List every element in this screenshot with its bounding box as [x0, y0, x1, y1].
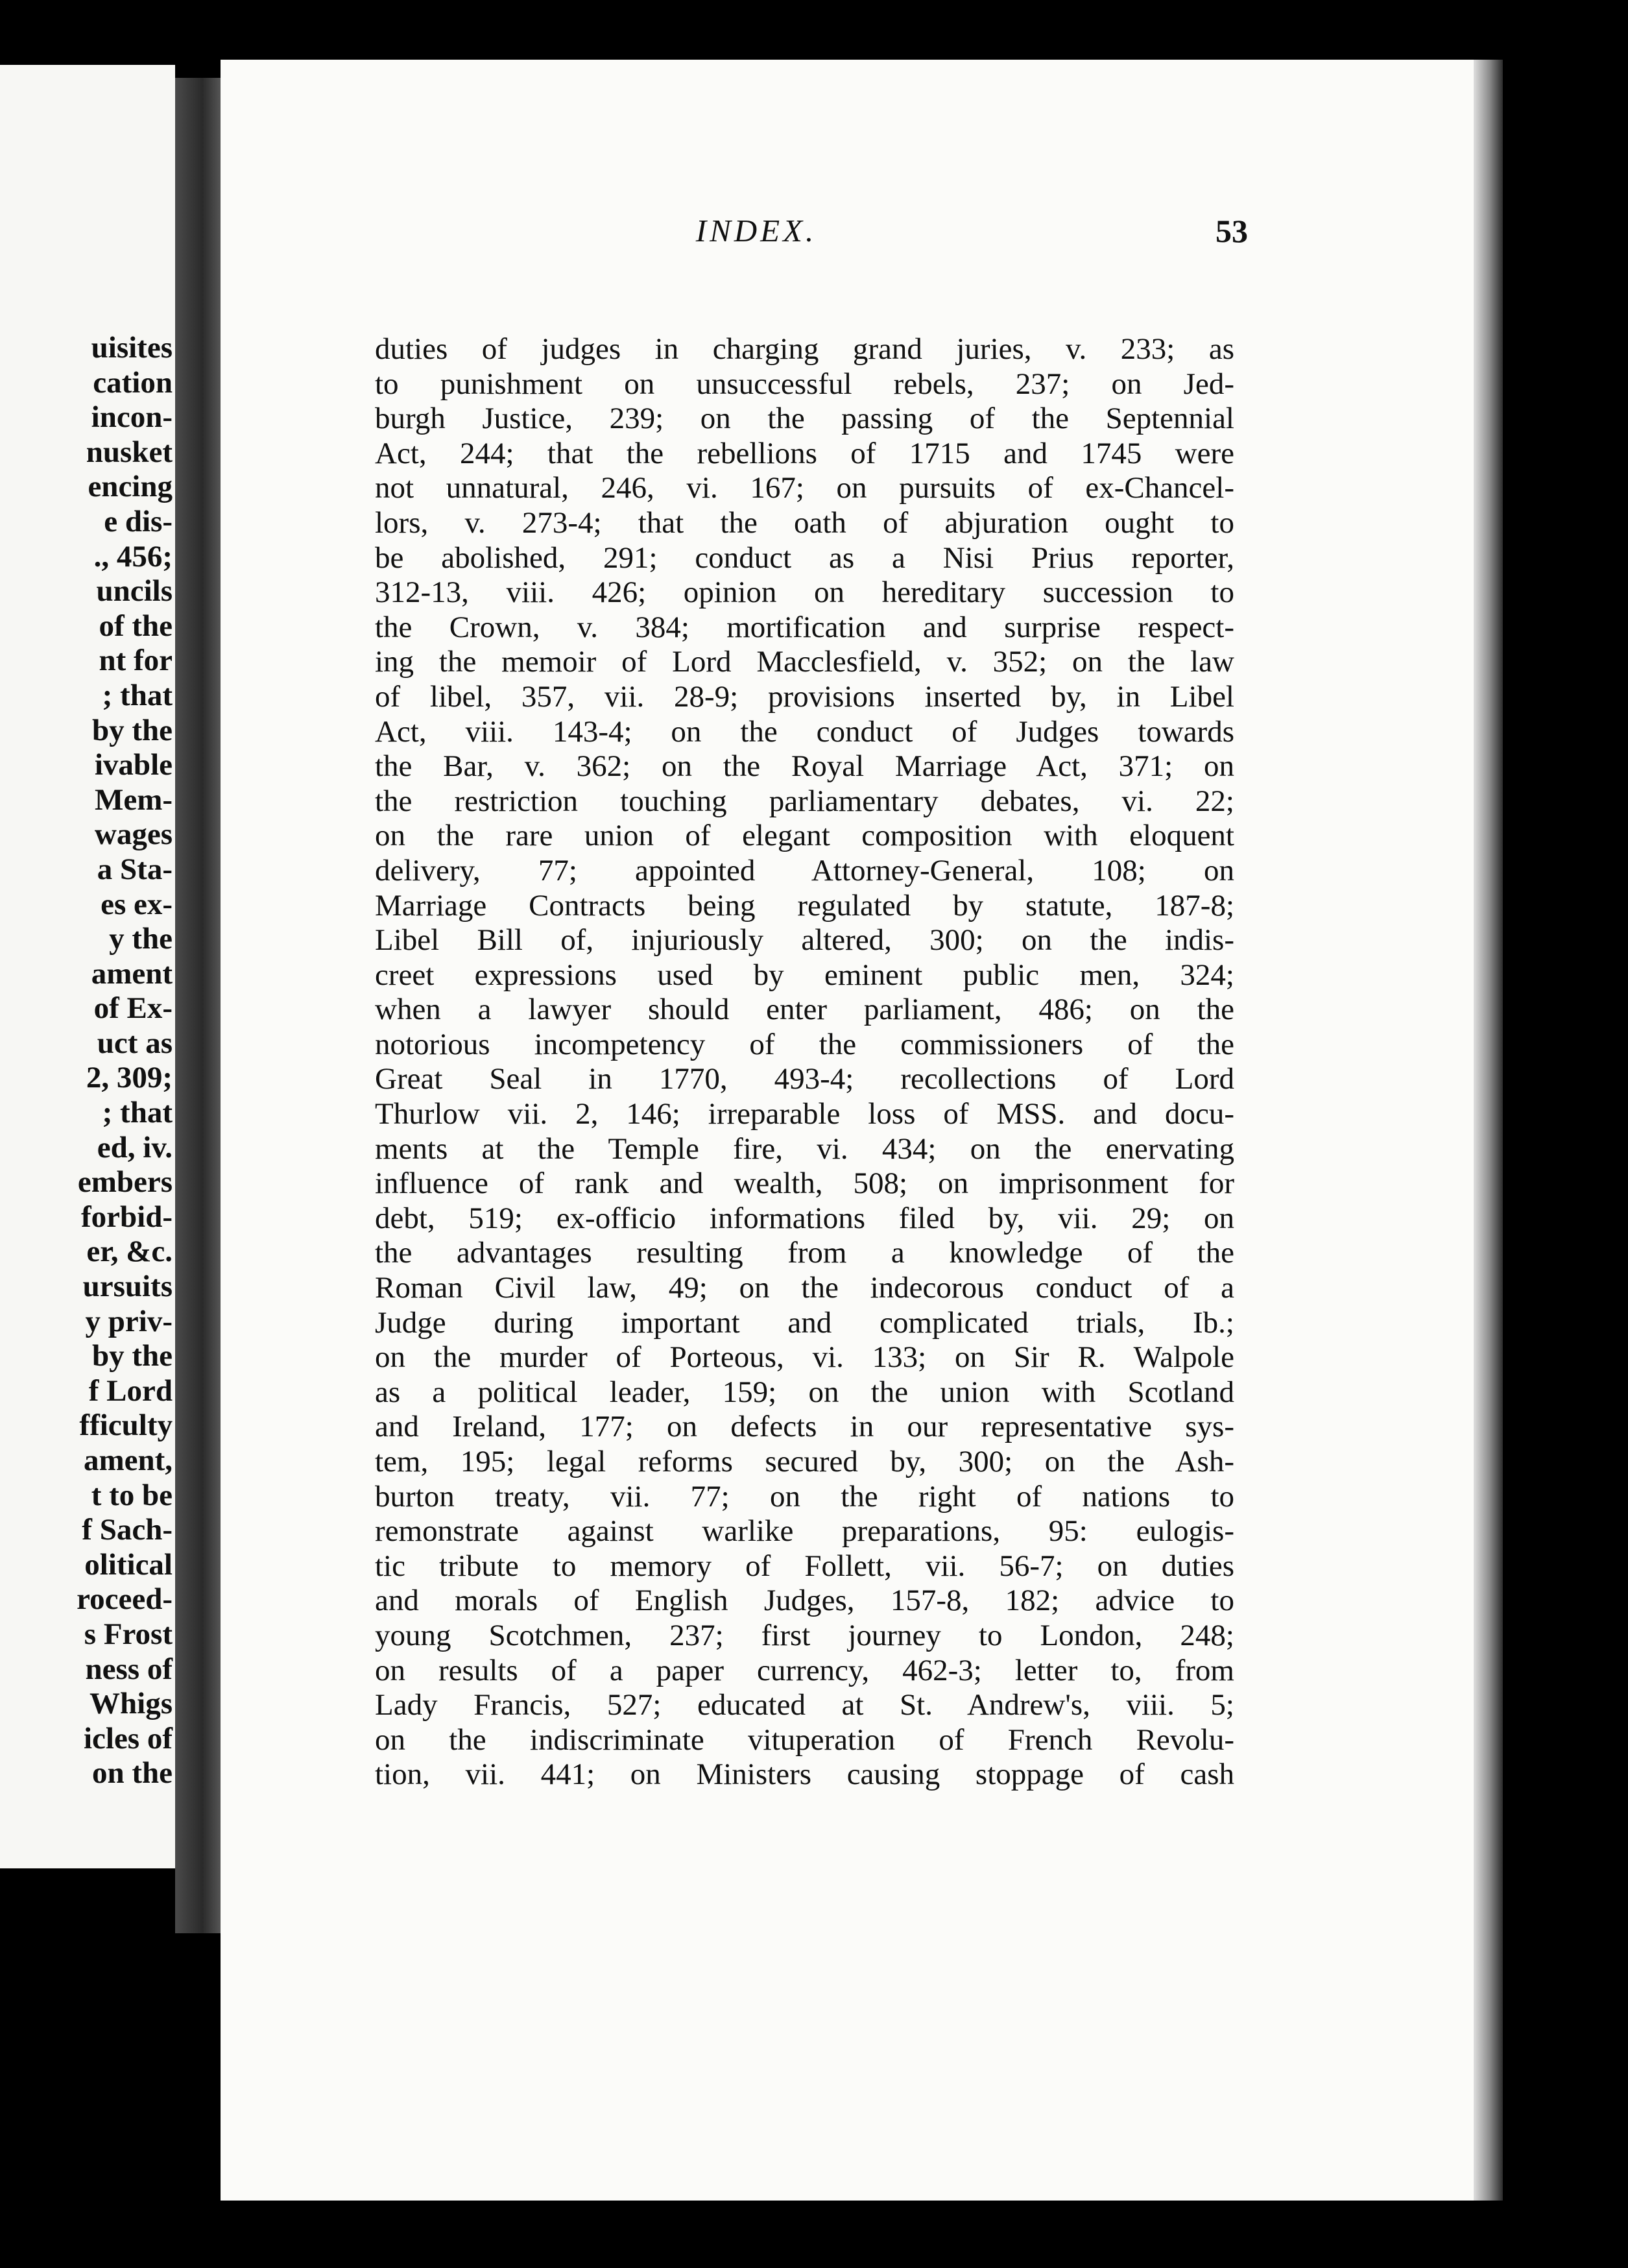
- facing-page-line: Mem-: [94, 782, 173, 817]
- text-line: lors, v. 273-4; that the oath of abjuration ought to: [375, 505, 1234, 540]
- text-line: on the murder of Porteous, vi. 133; on Sir R. Walpole: [375, 1340, 1234, 1375]
- text-line: debt, 519; ex-officio informations filed by, vii. 29; on: [375, 1201, 1234, 1235]
- text-line: burgh Justice, 239; on the passing of the Septennial: [375, 402, 1234, 436]
- facing-page-line: wages: [94, 817, 173, 852]
- facing-page-line: Whigs: [90, 1687, 173, 1721]
- facing-page-line: by the: [91, 1339, 173, 1373]
- text-line: to punishment on unsuccessful rebels, 237; on Jed-: [375, 367, 1234, 401]
- facing-page-line: 2, 309;: [86, 1061, 173, 1095]
- text-line: tem, 195; legal reforms secured by, 300; on the Ash-: [375, 1445, 1234, 1478]
- text-line: ments at the Temple fire, vi. 434; on the enervating: [375, 1131, 1234, 1166]
- text-line: tic tribute to memory of Follett, vii. 56-7; on duties: [375, 1549, 1234, 1583]
- text-line: young Scotchmen, 237; first journey to London, 248;: [375, 1618, 1234, 1652]
- facing-page-line: forbid-: [81, 1200, 173, 1234]
- facing-page-line: uncils: [96, 574, 173, 609]
- facing-page-line: embers: [77, 1165, 173, 1200]
- text-line: the restriction touching parliamentary debates, vi. 22;: [375, 784, 1234, 818]
- text-line: be abolished, 291; conduct as a Nisi Prius reporter,: [375, 540, 1234, 575]
- text-line: tion, vii. 441; on Ministers causing stoppage of cash: [375, 1757, 1234, 1792]
- text-line: Marriage Contracts being regulated by statute, 187-8;: [375, 888, 1234, 923]
- facing-page-line: ness of: [85, 1652, 173, 1686]
- text-line: duties of judges in charging grand juries, v. 233; as: [375, 332, 1234, 366]
- facing-page-line: ament: [91, 956, 173, 991]
- text-line: Act, 244; that the rebellions of 1715 and 1745 were: [375, 436, 1234, 470]
- page-edge: [1474, 60, 1503, 2201]
- text-line: and morals of English Judges, 157-8, 182; advice to: [375, 1584, 1234, 1618]
- facing-page-line: of the: [99, 609, 173, 643]
- text-line: Lady Francis, 527; educated at St. Andrew's, viii. 5;: [375, 1688, 1234, 1722]
- facing-page-line: olitical: [84, 1547, 173, 1582]
- facing-page-line: ed, iv.: [97, 1130, 173, 1164]
- facing-page-line: icles of: [83, 1721, 173, 1755]
- text-line: Libel Bill of, injuriously altered, 300; on the indis-: [375, 923, 1234, 958]
- facing-page-line: ; that: [102, 1096, 173, 1130]
- text-line: notorious incompetency of the commissioners of the: [375, 1027, 1234, 1061]
- text-line: not unnatural, 246, vi. 167; on pursuits of ex-Chancel-: [375, 471, 1234, 505]
- facing-page-line: ; that: [102, 678, 173, 712]
- facing-page-line: t to be: [91, 1478, 173, 1512]
- text-line: on results of a paper currency, 462-3; letter to, from: [375, 1653, 1234, 1687]
- text-line: influence of rank and wealth, 508; on imprisonment for: [375, 1166, 1234, 1201]
- page-header: [265, 212, 1248, 264]
- facing-page-line: ursuits: [82, 1270, 173, 1304]
- text-line: as a political leader, 159; on the union with Scotland: [375, 1375, 1234, 1409]
- facing-page-line: fficulty: [79, 1408, 173, 1443]
- text-line: of libel, 357, vii. 28-9; provisions inserted by, in Libel: [375, 679, 1234, 714]
- facing-page-line: f Lord: [88, 1373, 173, 1408]
- text-line: burton treaty, vii. 77; on the right of nations to: [375, 1479, 1234, 1514]
- facing-page-line: nusket: [86, 435, 173, 469]
- facing-page-line: s Frost: [84, 1617, 173, 1651]
- facing-page-line: ament,: [83, 1443, 173, 1477]
- facing-page-line: e dis-: [104, 504, 173, 538]
- book-gutter: [175, 78, 221, 1933]
- facing-page-line: ivable: [94, 748, 173, 782]
- facing-page-line: es ex-: [101, 887, 173, 921]
- text-line: the advantages resulting from a knowledge of the: [375, 1236, 1234, 1270]
- text-line: Roman Civil law, 49; on the indecorous conduct of a: [375, 1271, 1234, 1305]
- facing-page-line: cation: [93, 365, 173, 400]
- facing-page-line: y the: [109, 922, 173, 956]
- index-text-block: [375, 332, 1234, 1792]
- text-line: on the indiscriminate vituperation of French Revolu-: [375, 1722, 1234, 1757]
- text-line: delivery, 77; appointed Attorney-General, 108; on: [375, 853, 1234, 887]
- facing-page-line: ., 456;: [93, 539, 173, 573]
- text-line: the Bar, v. 362; on the Royal Marriage Act, 371; on: [375, 749, 1234, 784]
- facing-page-text: [77, 331, 173, 1791]
- facing-page-line: roceed-: [77, 1582, 173, 1617]
- text-line: when a lawyer should enter parliament, 486; on the: [375, 993, 1234, 1027]
- text-line: Judge during important and complicated trials, Ib.;: [375, 1305, 1234, 1340]
- text-line: and Ireland, 177; on defects in our representative sys-: [375, 1410, 1234, 1444]
- text-line: on the rare union of elegant composition with eloquent: [375, 819, 1234, 853]
- facing-page-line: nt for: [99, 644, 173, 678]
- facing-page-line: uct as: [97, 1026, 173, 1060]
- text-line: 312-13, viii. 426; opinion on hereditary succession to: [375, 575, 1234, 610]
- running-head: INDEX.: [695, 213, 817, 248]
- facing-page-line: uisites: [91, 331, 173, 365]
- facing-page-line: y priv-: [85, 1304, 173, 1338]
- facing-page-line: of Ex-: [93, 991, 173, 1026]
- facing-page-line: incon-: [91, 400, 173, 435]
- text-line: Thurlow vii. 2, 146; irreparable loss of MSS. and docu-: [375, 1097, 1234, 1131]
- text-line: remonstrate against warlike preparations, 95: eulogis-: [375, 1514, 1234, 1549]
- text-line: the Crown, v. 384; mortification and surprise respect-: [375, 610, 1234, 644]
- facing-page-line: on the: [91, 1756, 173, 1791]
- text-line: Great Seal in 1770, 493-4; recollections of Lord: [375, 1062, 1234, 1096]
- facing-page-line: encing: [88, 470, 173, 504]
- text-line: creet expressions used by eminent public men, 324;: [375, 958, 1234, 992]
- facing-page-line: by the: [91, 713, 173, 747]
- facing-page-line: a Sta-: [97, 852, 173, 886]
- text-line: Act, viii. 143-4; on the conduct of Judges towards: [375, 714, 1234, 749]
- facing-page: [0, 65, 175, 1868]
- page-number: 53: [1215, 213, 1248, 249]
- facing-page-line: er, &c.: [86, 1235, 173, 1269]
- facing-page-line: f Sach-: [82, 1513, 173, 1547]
- text-line: ing the memoir of Lord Macclesfield, v. 352; on the law: [375, 645, 1234, 679]
